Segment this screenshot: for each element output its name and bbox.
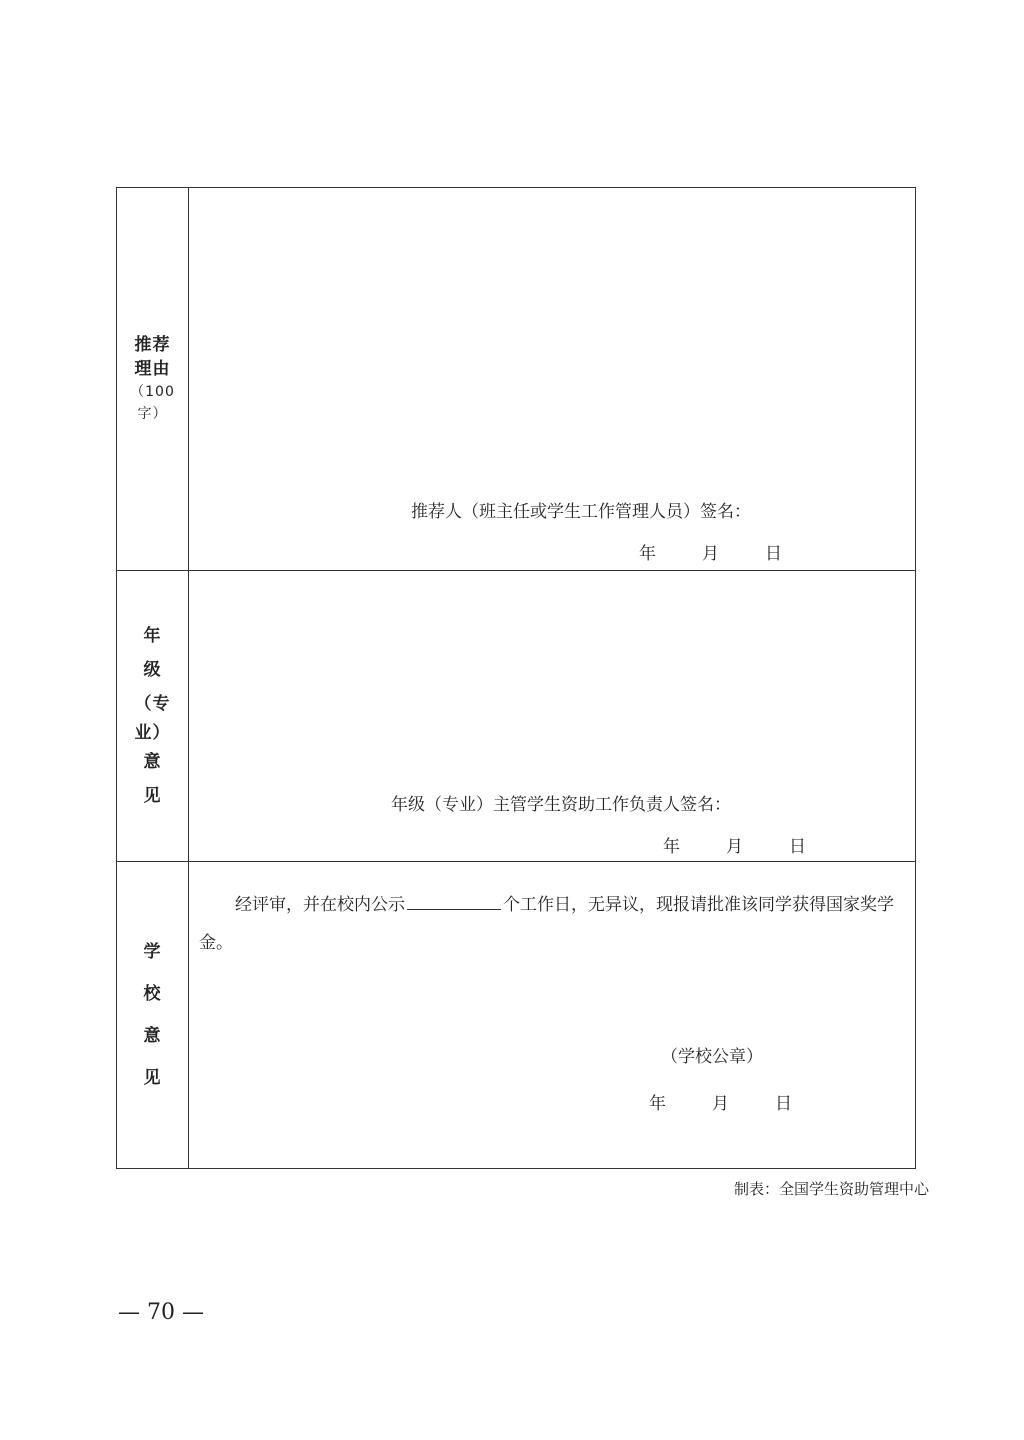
label-line: （专 [134, 694, 171, 714]
label-note-line: （100 [130, 384, 175, 400]
grade-opinion-field[interactable] [189, 571, 915, 861]
label-note-line: 字） [137, 406, 168, 422]
application-form-table [116, 187, 916, 1169]
date-month-label: 月 [726, 837, 743, 857]
recommendation-reason-label [117, 188, 189, 570]
recommendation-reason-field[interactable] [189, 188, 915, 570]
date-day-label: 日 [775, 1094, 792, 1114]
date-year-label: 年 [639, 544, 656, 564]
recommendation-reason-row [117, 188, 915, 571]
label-line: 意 [143, 1026, 162, 1046]
grade-officer-date [663, 832, 806, 857]
statement-text-after: 个工作日，无异议，现报请批准该同学获得国家奖学金。 [199, 895, 894, 953]
label-line: 业） [134, 723, 171, 743]
label-line: 年 [143, 626, 162, 646]
grade-opinion-row [117, 571, 915, 862]
school-seal-label: （学校公章） [661, 1047, 763, 1067]
date-year-label: 年 [649, 1094, 666, 1114]
form-issuer-note: 制表：全国学生资助管理中心 [733, 1180, 929, 1198]
date-month-label: 月 [702, 544, 719, 564]
school-opinion-field [189, 862, 915, 1168]
date-day-label: 日 [765, 544, 782, 564]
school-opinion-label [117, 862, 189, 1168]
label-line: 见 [143, 786, 162, 806]
grade-officer-signature-label: 年级（专业）主管学生资助工作负责人签名： [391, 795, 731, 815]
recommender-date [639, 539, 782, 564]
grade-opinion-label [117, 571, 189, 861]
school-review-statement [199, 886, 905, 962]
label-line: 学 [143, 942, 162, 962]
label-line: 推荐 [134, 335, 171, 355]
label-line: 意 [143, 752, 162, 772]
label-line: 校 [143, 984, 162, 1004]
date-day-label: 日 [789, 837, 806, 857]
recommender-signature-label: 推荐人（班主任或学生工作管理人员）签名： [411, 502, 751, 522]
school-opinion-row [117, 862, 915, 1168]
school-date [649, 1089, 792, 1114]
date-month-label: 月 [712, 1094, 729, 1114]
page-number: — 70 — [118, 1300, 204, 1325]
label-line: 理由 [134, 359, 171, 379]
date-year-label: 年 [663, 837, 680, 857]
label-line: 见 [143, 1068, 162, 1088]
label-line: 级 [143, 660, 162, 680]
publicity-days-blank[interactable] [407, 891, 501, 910]
statement-text-before: 经评审，并在校内公示 [235, 895, 405, 915]
